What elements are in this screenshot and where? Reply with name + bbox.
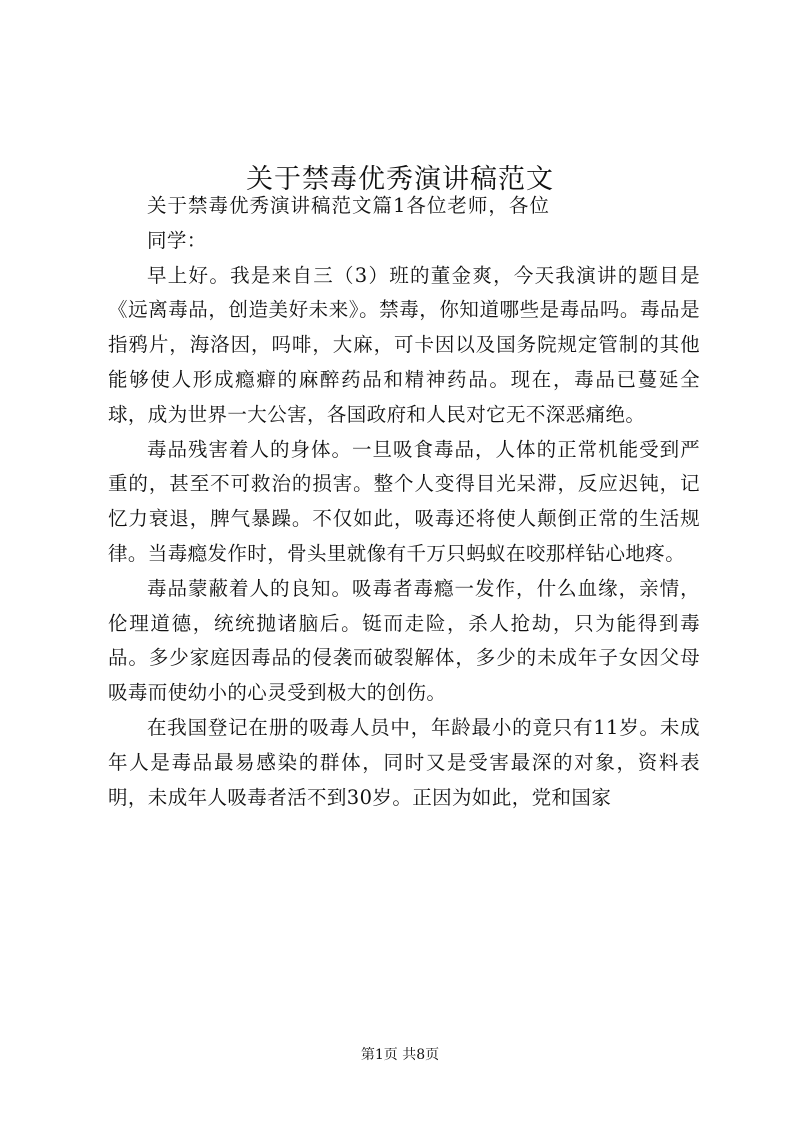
paragraph-6: 在我国登记在册的吸毒人员中，年龄最小的竟只有11岁。未成年人是毒品最易感染的群体，同时又是受害最深的对象，资料表明，未成年人吸毒者活不到30岁。正因为如此，党和国家 <box>108 715 700 809</box>
paragraph-1: 关于禁毒优秀演讲稿范文篇1各位老师，各位 <box>147 194 550 217</box>
paragraph-4: 毒品残害着人的身体。一旦吸食毒品，人体的正常机能受到严重的，甚至不可救治的损害。整个人变得目光呆滞，反应迟钝，记忆力衰退，脾气暴躁。不仅如此，吸毒还将使人颠倒正常的生活规律。当毒瘾发作时，骨头里就像有千万只蚂蚁在咬那样钻心地疼。 <box>108 437 700 565</box>
document-body <box>108 189 700 815</box>
document-title: 关于禁毒优秀演讲稿范文 <box>246 164 554 196</box>
paragraph-2: 同学： <box>147 228 207 252</box>
page-footer: 第1页 共8页 <box>360 1047 440 1063</box>
paragraph-3: 早上好。我是来自三（3）班的董金爽，今天我演讲的题目是《远离毒品，创造美好未来》。禁毒，你知道哪些是毒品吗。毒品是指鸦片，海洛因，吗啡，大麻，可卡因以及国务院规定管制的其他能够使人形成瘾癖的麻醉药品和精神药品。现在，毒品已蔓延全球，成为世界一大公害，各国政府和人民对它无不深恶痛绝。 <box>108 263 700 426</box>
paragraph-5: 毒品蒙蔽着人的良知。吸毒者毒瘾一发作，什么血缘，亲情，伦理道德，统统抛诸脑后。铤而走险，杀人抢劫，只为能得到毒品。多少家庭因毒品的侵袭而破裂解体，多少的未成年子女因父母吸毒而使幼小的心灵受到极大的创伤。 <box>108 576 700 705</box>
